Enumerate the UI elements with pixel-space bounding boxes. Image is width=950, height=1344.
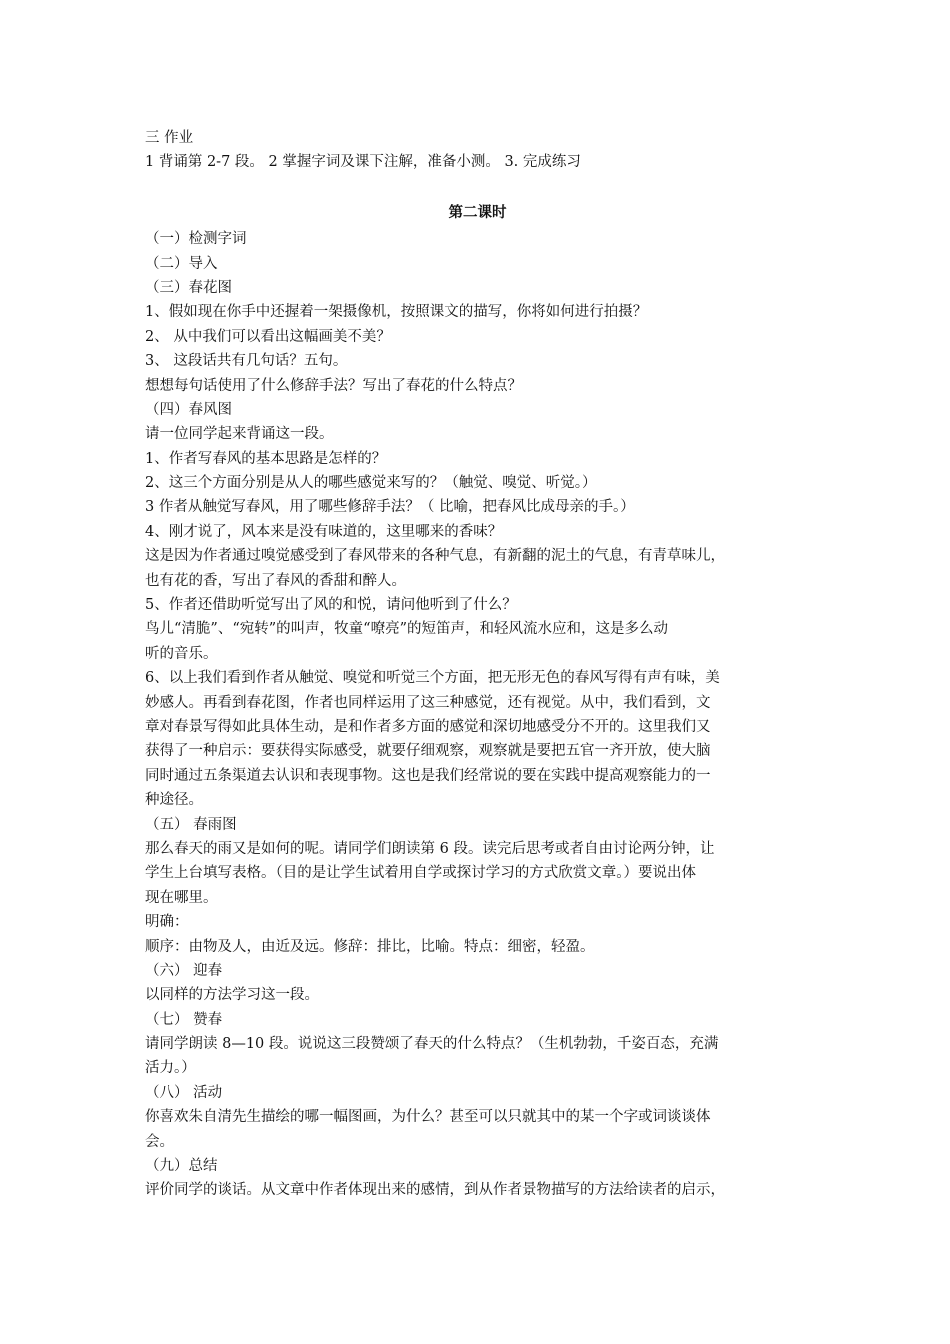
- text-line: 想想每句话使用了什么修辞手法？写出了春花的什么特点？: [145, 377, 522, 394]
- text-line: 4、刚才说了，风本来是没有味道的，这里哪来的香味？: [145, 523, 503, 540]
- text-line: （六） 迎春: [145, 962, 223, 979]
- section-title: 第二课时: [448, 203, 507, 221]
- text-line: 1、作者写春风的基本思路是怎样的？: [145, 450, 387, 467]
- text-line: （一）检测字词: [145, 231, 247, 248]
- text-line: 明确：: [145, 914, 189, 931]
- text-line: 你喜欢朱自清先生描绘的哪一幅图画，为什么？甚至可以只就其中的某一个字或词谈谈体: [145, 1109, 711, 1126]
- text-line: 3、 这段话共有几句话？五句。: [145, 353, 348, 370]
- document-body: [145, 227, 810, 1203]
- text-line: 评价同学的谈话。从文章中作者体现出来的感情，到从作者景物描写的方法给读者的启示，: [145, 1182, 725, 1199]
- text-line: （四）春风图: [145, 401, 232, 418]
- text-line: 种途径。: [145, 792, 203, 809]
- text-line: 这是因为作者通过嗅觉感受到了春风带来的各种气息，有新翻的泥土的气息，有青草味儿，: [145, 548, 725, 565]
- text-line: 学生上台填写表格。（目的是让学生试着用自学或探讨学习的方式欣赏文章。）要说出体: [145, 865, 696, 882]
- text-line: 鸟儿“清脆”、“宛转”的叫声，牧童“嘹亮”的短笛声，和轻风流水应和，这是多么动: [145, 621, 668, 638]
- text-line: 顺序：由物及人，由近及远。修辞：排比，比喻。特点：细密，轻盈。: [145, 938, 595, 955]
- document-page: [145, 126, 810, 1203]
- text-line: 听的音乐。: [145, 645, 218, 662]
- homework-heading: 三 作业: [145, 130, 194, 146]
- text-line: 现在哪里。: [145, 889, 218, 906]
- text-line: 章对春景写得如此具体生动，是和作者多方面的感觉和深切地感受分不开的。这里我们又: [145, 718, 711, 735]
- text-line: （二）导入: [145, 255, 218, 272]
- text-line: 请一位同学起来背诵这一段。: [145, 426, 334, 443]
- text-line: 以同样的方法学习这一段。: [145, 987, 319, 1004]
- text-line: 2、 从中我们可以看出这幅画美不美？: [145, 328, 391, 345]
- text-line: 请同学朗读 8—10 段。说说这三段赞颂了春天的什么特点？（生机勃勃，千姿百态，充满: [145, 1036, 719, 1053]
- text-line: 也有花的香，写出了春风的香甜和醉人。: [145, 572, 406, 589]
- text-line: （九）总结: [145, 1158, 218, 1175]
- text-line: 那么春天的雨又是如何的呢。请同学们朗读第 6 段。读完后思考或者自由讨论两分钟，让: [145, 840, 715, 857]
- text-line: （三）春花图: [145, 279, 232, 296]
- text-line: （七） 赞春: [145, 1011, 223, 1028]
- text-line: 会。: [145, 1133, 174, 1150]
- text-line: 同时通过五条渠道去认识和表现事物。这也是我们经常说的要在实践中提高观察能力的一: [145, 767, 711, 784]
- text-line: 获得了一种启示：要获得实际感受，就要仔细观察，观察就是要把五官一齐开放，使大脑: [145, 743, 711, 760]
- text-line: 5、作者还借助听觉写出了风的和悦，请问他听到了什么？: [145, 597, 517, 614]
- text-line: （八） 活动: [145, 1084, 223, 1101]
- text-line: 3 作者从触觉写春风，用了哪些修辞手法？（ 比喻，把春风比成母亲的手。）: [145, 499, 635, 516]
- text-line: （五） 春雨图: [145, 816, 237, 833]
- text-line: 妙感人。再看到春花图，作者也同样运用了这三种感觉，还有视觉。从中，我们看到，文: [145, 694, 711, 711]
- text-line: 2、这三个方面分别是从人的哪些感觉来写的？（触觉、嗅觉、听觉。）: [145, 475, 597, 492]
- text-line: 6、以上我们看到作者从触觉、嗅觉和听觉三个方面，把无形无色的春风写得有声有味，美: [145, 670, 720, 687]
- text-line: 1、假如现在你手中还握着一架摄像机，按照课文的描写，你将如何进行拍摄？: [145, 304, 648, 321]
- homework-items: 1 背诵第 2-7 段。 2 掌握字词及课下注解，准备小测。 3. 完成练习: [145, 154, 581, 171]
- text-line: 活力。）: [145, 1060, 196, 1077]
